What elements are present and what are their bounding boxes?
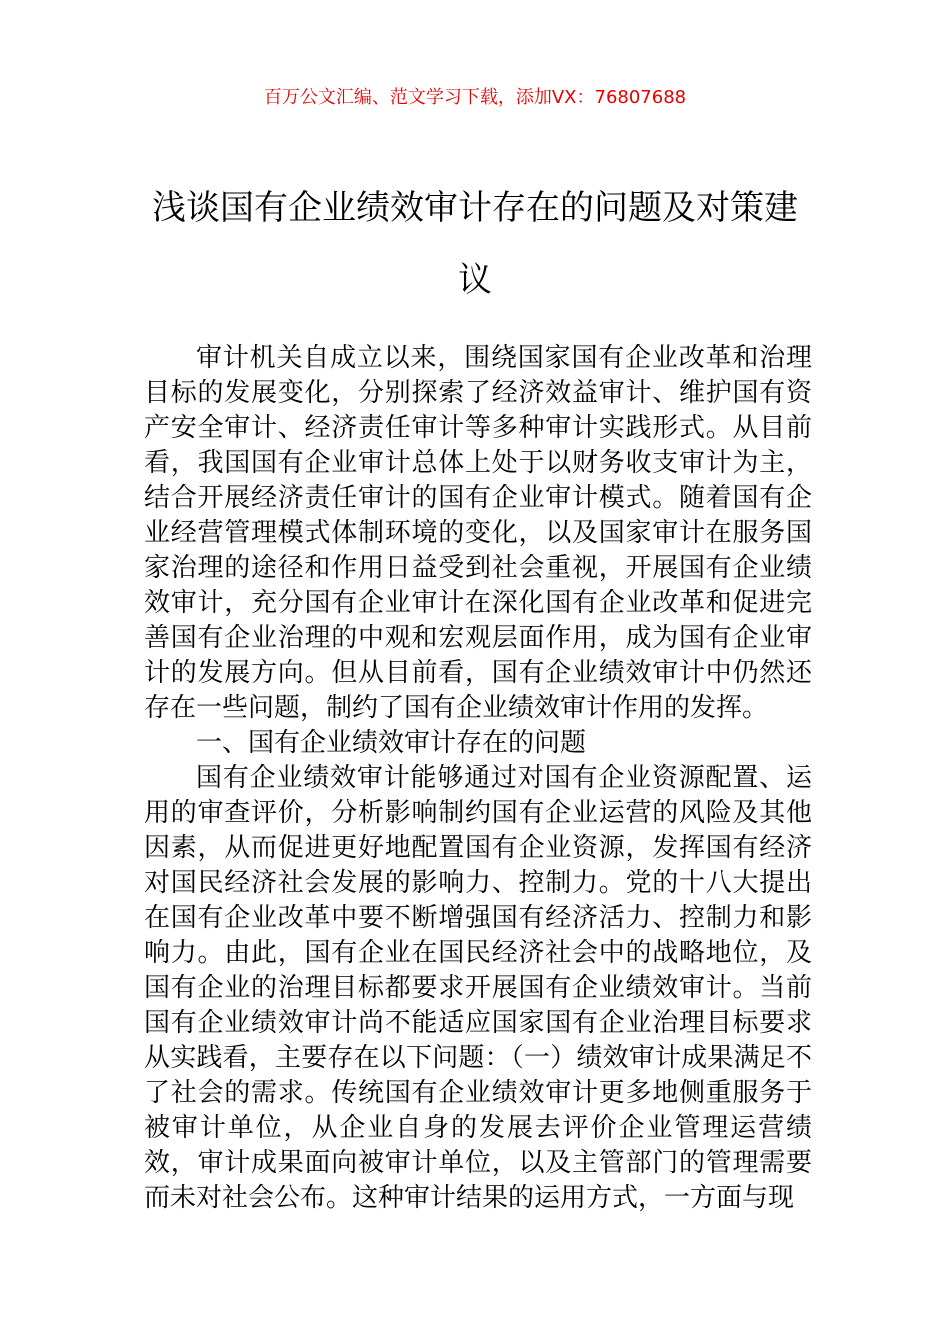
header-note: 百万公文汇编、范文学习下载，添加VX：76807688 (263, 87, 687, 108)
paragraph-section-one: 国有企业绩效审计能够通过对国有企业资源配置、运用的审查评价，分析影响制约国有企业运营的风险及其他因素，从而促进更好地配置国有企业资源，发挥国有经济对国民经济社会发展的影响力、控制力。党的十八大提出在国有企业改革中要不断增强国有经济活力、控制力和影响力。由此，国有企业在国民经济社会中的战略地位，及国有企业的治理目标都要求开展国有企业绩效审计。当前国有企业绩效审计尚不能适应国家国有企业治理目标要求从实践看，主要存在以下问题：（一）绩效审计成果满足不了社会的需求。传统国有企业绩效审计更多地侧重服务于被审计单位，从企业自身的发展去评价企业管理运营绩效，审计成果面向被审计单位，以及主管部门的管理需要而未对社会公布。这种审计结果的运用方式，一方面与现 (144, 763, 812, 1213)
section-heading: 一、国有企业绩效审计存在的问题 (196, 728, 587, 758)
paragraph-intro: 审计机关自成立以来，围绕国家国有企业改革和治理目标的发展变化，分别探索了经济效益审计、维护国有资产安全审计、经济责任审计等多种审计实践形式。从目前看，我国国有企业审计总体上处于以财务收支审计为主，结合开展经济责任审计的国有企业审计模式。随着国有企业经营管理模式体制环境的变化，以及国家审计在服务国家治理的途径和作用日益受到社会重视，开展国有企业绩效审计，充分国有企业审计在深化国有企业改革和促进完善国有企业治理的中观和宏观层面作用，成为国有企业审计的发展方向。但从目前看，国有企业绩效审计中仍然还存在一些问题，制约了国有企业绩效审计作用的发挥。 (144, 343, 812, 723)
document-body (144, 341, 812, 1216)
document-title: 浅谈国有企业绩效审计存在的问题及对策建议 (152, 188, 798, 300)
